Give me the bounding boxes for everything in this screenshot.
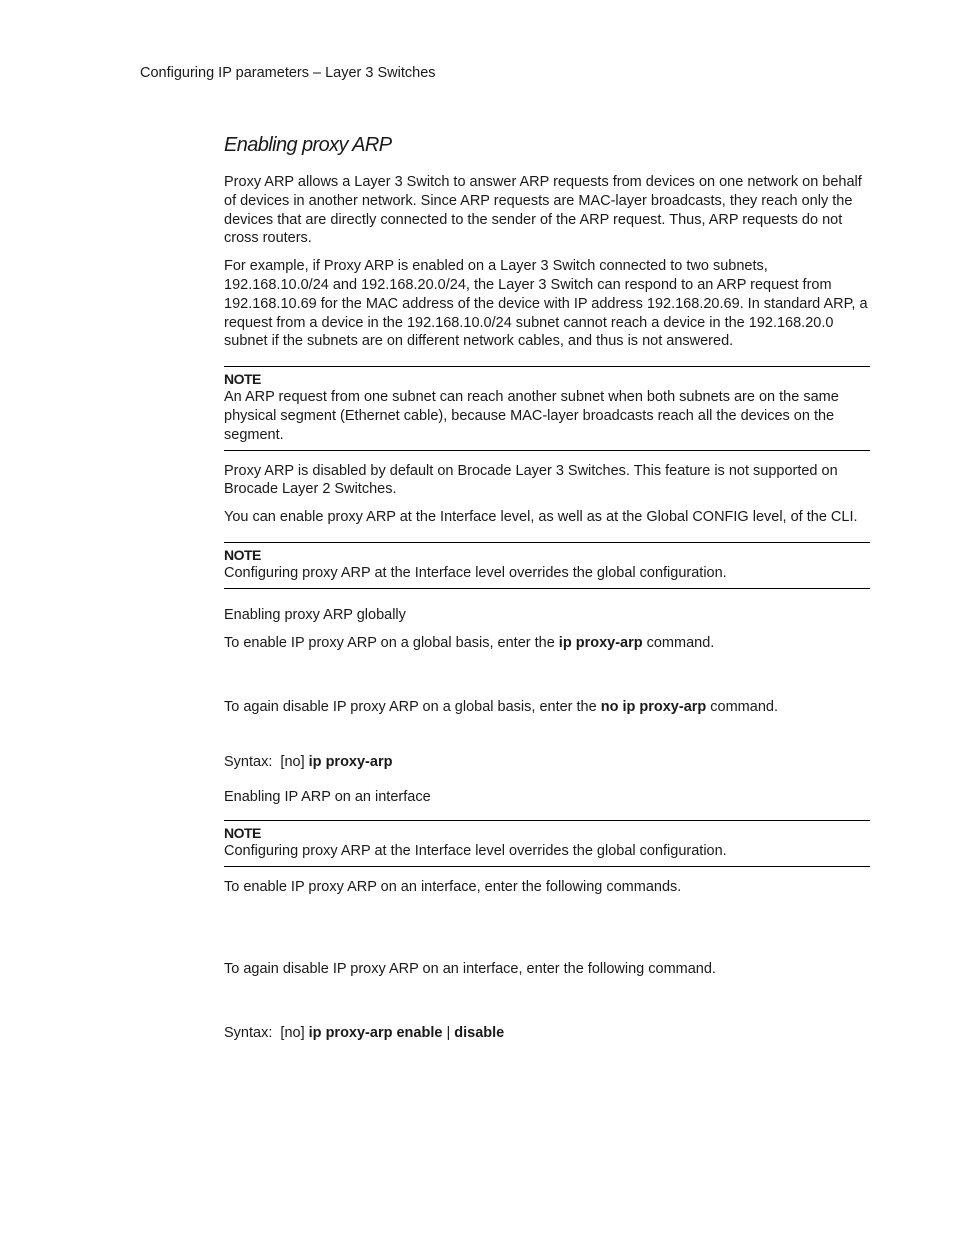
paragraph-default-disabled: Proxy ARP is disabled by default on Brocade Layer 3 Switches. This feature is not supported on Brocade Layer 2 Switches.: [224, 462, 838, 498]
note-box-interface-override: [224, 820, 870, 867]
syntax-command: ip proxy-arp: [308, 754, 393, 771]
note-text: An ARP request from one subnet can reach another subnet when both subnets are on the same physical segment (Ethernet cable), because MAC-layer broadcasts reach all the devices on the segment.: [224, 389, 839, 443]
note-box-same-segment: [224, 366, 870, 450]
note-box-override: [224, 542, 870, 589]
note-label: NOTE: [224, 371, 261, 388]
note-text: Configuring proxy ARP at the Interface level overrides the global configuration.: [224, 843, 727, 860]
note-text: Configuring proxy ARP at the Interface level overrides the global configuration.: [224, 564, 727, 581]
paragraph-global-disable: To again disable IP proxy ARP on a global basis, enter the no ip proxy-arp command.: [224, 698, 778, 715]
subheading-global: Enabling proxy ARP globally: [224, 606, 406, 623]
paragraph-global-enable: To enable IP proxy ARP on a global basis, enter the ip proxy-arp command.: [224, 634, 715, 651]
section-title: Enabling proxy ARP: [224, 134, 392, 156]
note-label: NOTE: [224, 546, 261, 563]
syntax-interface: Syntax: [no] ip proxy-arp enable | disable: [224, 1024, 505, 1041]
paragraph-enable-levels: You can enable proxy ARP at the Interface level, as well as at the Global CONFIG level, of the CLI.: [224, 509, 858, 526]
syntax-label: Syntax:: [224, 1024, 273, 1041]
note-label: NOTE: [224, 825, 261, 842]
running-header: Configuring IP parameters – Layer 3 Switches: [140, 65, 436, 81]
syntax-global: Syntax: [no] ip proxy-arp: [224, 754, 393, 771]
syntax-label: Syntax:: [224, 754, 273, 771]
paragraph-example: For example, if Proxy ARP is enabled on a Layer 3 Switch connected to two subnets, 192.168.10.0/24 and 192.168.20.0/24, the Layer 3 Switch can respond to an ARP request from 192.168.10.69 for the MAC address of the device with IP address 192.168.20.69. In standard ARP, a request from a device in the 192.168.10.0/24 subnet cannot reach a device in the 192.168.20.0 subnet if the subnets are on different network cables, and thus is not answered.: [224, 258, 868, 350]
syntax-alt-command: disable: [454, 1024, 505, 1041]
paragraph-interface-enable: To enable IP proxy ARP on an interface, enter the following commands.: [224, 879, 682, 896]
command-no-ip-proxy-arp: no ip proxy-arp: [600, 698, 707, 715]
syntax-command: ip proxy-arp enable: [308, 1024, 443, 1041]
paragraph-interface-disable: To again disable IP proxy ARP on an interface, enter the following command.: [224, 960, 716, 977]
paragraph-intro: Proxy ARP allows a Layer 3 Switch to answer ARP requests from devices on one network on behalf of devices in another network. Since ARP requests are MAC-layer broadcasts, they reach only the devices that are directly connected to the sender of the ARP request. Thus, ARP requests do not cross routers.: [224, 174, 862, 247]
subheading-interface: Enabling IP ARP on an interface: [224, 789, 431, 806]
page-content: [224, 132, 870, 1042]
command-ip-proxy-arp: ip proxy-arp: [558, 634, 643, 651]
